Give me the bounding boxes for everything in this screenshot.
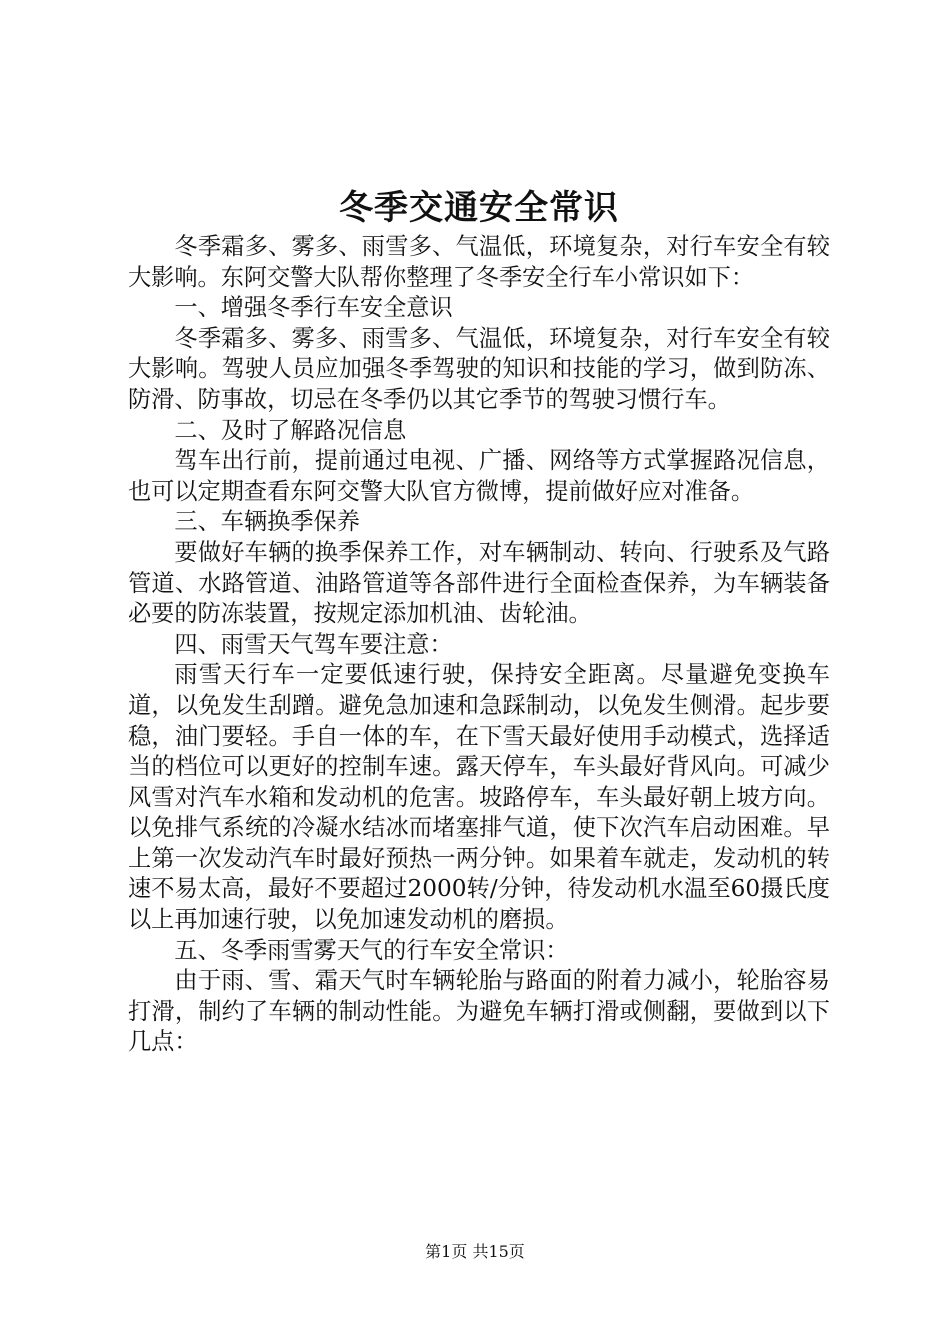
section-body-1: 冬季霜多、雾多、雨雪多、气温低，环境复杂，对行车安全有较大影响。驾驶人员应加强冬季驾驶的知识和技能的学习，做到防冻、防滑、防事故，切忌在冬季仍以其它季节的驾驶习惯行车。 <box>128 324 830 413</box>
section-heading-1: 一、增强冬季行车安全意识 <box>174 294 453 322</box>
section-heading-3: 三、车辆换季保养 <box>174 508 360 536</box>
intro-paragraph: 冬季霜多、雾多、雨雪多、气温低，环境复杂，对行车安全有较大影响。东阿交警大队帮你整理了冬季安全行车小常识如下： <box>128 233 830 291</box>
section-heading-2: 二、及时了解路况信息 <box>174 416 407 444</box>
section-body-3: 要做好车辆的换季保养工作，对车辆制动、转向、行驶系及气路管道、水路管道、油路管道等各部件进行全面检查保养，为车辆装备必要的防冻装置，按规定添加机油、齿轮油。 <box>128 538 830 628</box>
page-title: 冬季交通安全常识 <box>339 188 619 228</box>
document-content <box>128 186 830 1058</box>
section-heading-4: 四、雨雪天气驾车要注意： <box>174 630 453 658</box>
section-body-4: 雨雪天行车一定要低速行驶，保持安全距离。尽量避免变换车道，以免发生刮蹭。避免急加速和急踩制动，以免发生侧滑。起步要稳，油门要轻。手自一体的车，在下雪天最好使用手动模式，选择适当的档位可以更好的控制车速。露天停车，车头最好背风向。可减少风雪对汽车水箱和发动机的危害。坡路停车，车头最好朝上坡方向。以免排气系统的冷凝水结冰而堵塞排气道，使下次汽车启动困难。早上第一次发动汽车时最好预热一两分钟。如果着车就走，发动机的转速不易太高，最好不要超过2000转/分钟，待发动机水温至60摄氏度以上再加速行驶，以免加速发动机的磨损。 <box>128 661 830 934</box>
section-body-2: 驾车出行前，提前通过电视、广播、网络等方式掌握路况信息，也可以定期查看东阿交警大队官方微博，提前做好应对准备。 <box>128 447 830 505</box>
section-body-5: 由于雨、雪、霜天气时车辆轮胎与路面的附着力减小，轮胎容易打滑，制约了车辆的制动性能。为避免车辆打滑或侧翻，要做到以下几点： <box>128 967 830 1056</box>
section-heading-5: 五、冬季雨雪雾天气的行车安全常识： <box>174 936 569 964</box>
page-number-footer: 第1页 共15页 <box>425 1242 525 1261</box>
